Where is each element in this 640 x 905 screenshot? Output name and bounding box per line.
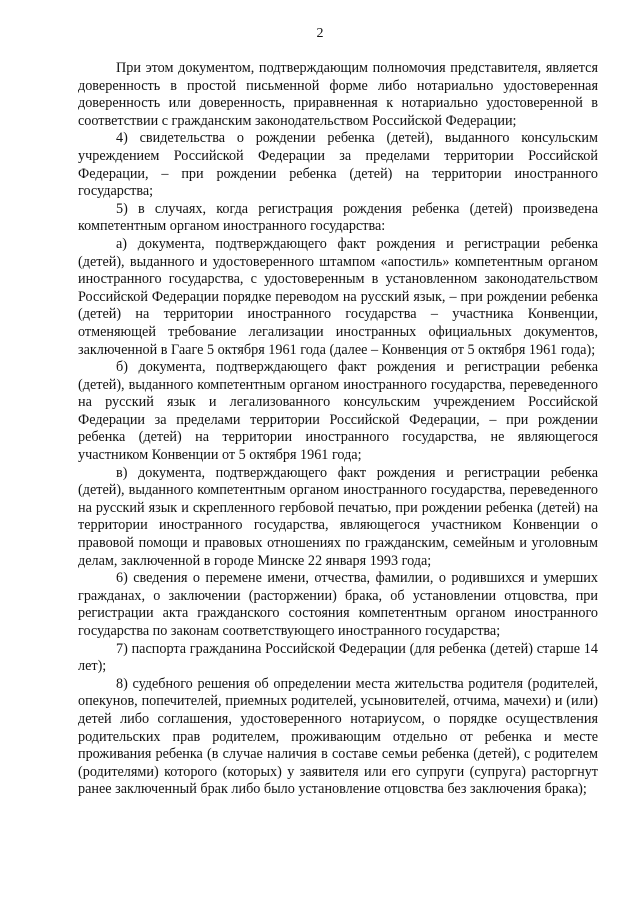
paragraph-item-4: 4) свидетельства о рождении ребенка (детей), выданного консульским учреждением Российской Федерации за пределами территории Российской Федерации, – при рождении ребенка (детей) на территории иностранного государства; xyxy=(78,130,598,200)
paragraph-item-6: 6) сведения о перемене имени, отчества, фамилии, о родившихся и умерших гражданах, о заключении (расторжении) брака, об установлении отцовства, при регистрации акта гражданского состояния компетентным органом иностранного государства по законам соответствующего иностранного государства; xyxy=(78,570,598,639)
paragraph-item-5: 5) в случаях, когда регистрация рождения ребенка (детей) произведена компетентным органом иностранного государства: xyxy=(78,200,598,235)
paragraph-item-5v: в) документа, подтверждающего факт рождения и регистрации ребенка (детей), выданного компетентным органом иностранного государства, переведенного на русский язык и скрепленного гербовой печатью, при рождении ребенка (детей) на территории иностранного государства, являющегося участником Конвенции о правовой помощи и правовых отношениях по гражданским, семейным и уголовным делам, заключенной в городе Минске 22 января 1993 года; xyxy=(78,464,598,569)
paragraph-item-8: 8) судебного решения об определении места жительства родителя (родителей, опекунов, попечителей, приемных родителей, усыновителей, отчима, мачехи) и (или) детей либо соглашения, удостоверенного нотариусом, о порядке осуществления родительских прав родителем, проживающим отдельно от ребенка и месте проживания ребенка (в случае наличия в составе семьи ребенка (детей), с родителем (родителями) которого (которых) у заявителя или его супруги (супруга) расторгнут ранее заключенный брак либо было установление отцовства без заключения брака); xyxy=(78,675,598,798)
paragraph-item-5a: а) документа, подтверждающего факт рождения и регистрации ребенка (детей), выданного и удостоверенного штампом «апостиль» компетентным органом иностранного государства, с удостоверенным в установленном законодательством Российской Федерации порядке переводом на русский язык, – при рождении ребенка (детей) на территории иностранного государства – участника Конвенции, отменяющей требование легализации иностранных официальных документов, заключенной в Гааге 5 октября 1961 года (далее – Конвенция от 5 октября 1961 года); xyxy=(78,235,598,358)
paragraph-item-7: 7) паспорта гражданина Российской Федерации (для ребенка (детей) старше 14 лет); xyxy=(78,640,598,675)
document-body xyxy=(78,60,598,799)
paragraph-representative-authority: При этом документом, подтверждающим полномочия представителя, является доверенность в простой письменной форме либо нотариально удостоверенная доверенность или доверенность, приравненная к нотариально удостоверенной в соответствии с гражданским законодательством Российской Федерации; xyxy=(78,60,598,129)
page-number: 2 xyxy=(316,26,324,41)
paragraph-item-5b: б) документа, подтверждающего факт рождения и регистрации ребенка (детей), выданного компетентным органом иностранного государства, переведенного на русский язык и легализованного консульским учреждением Российской Федерации за пределами территории Российской Федерации, – при рождении ребенка (детей) на территории иностранного государства, не являющегося участником Конвенции от 5 октября 1961 года; xyxy=(78,359,598,464)
